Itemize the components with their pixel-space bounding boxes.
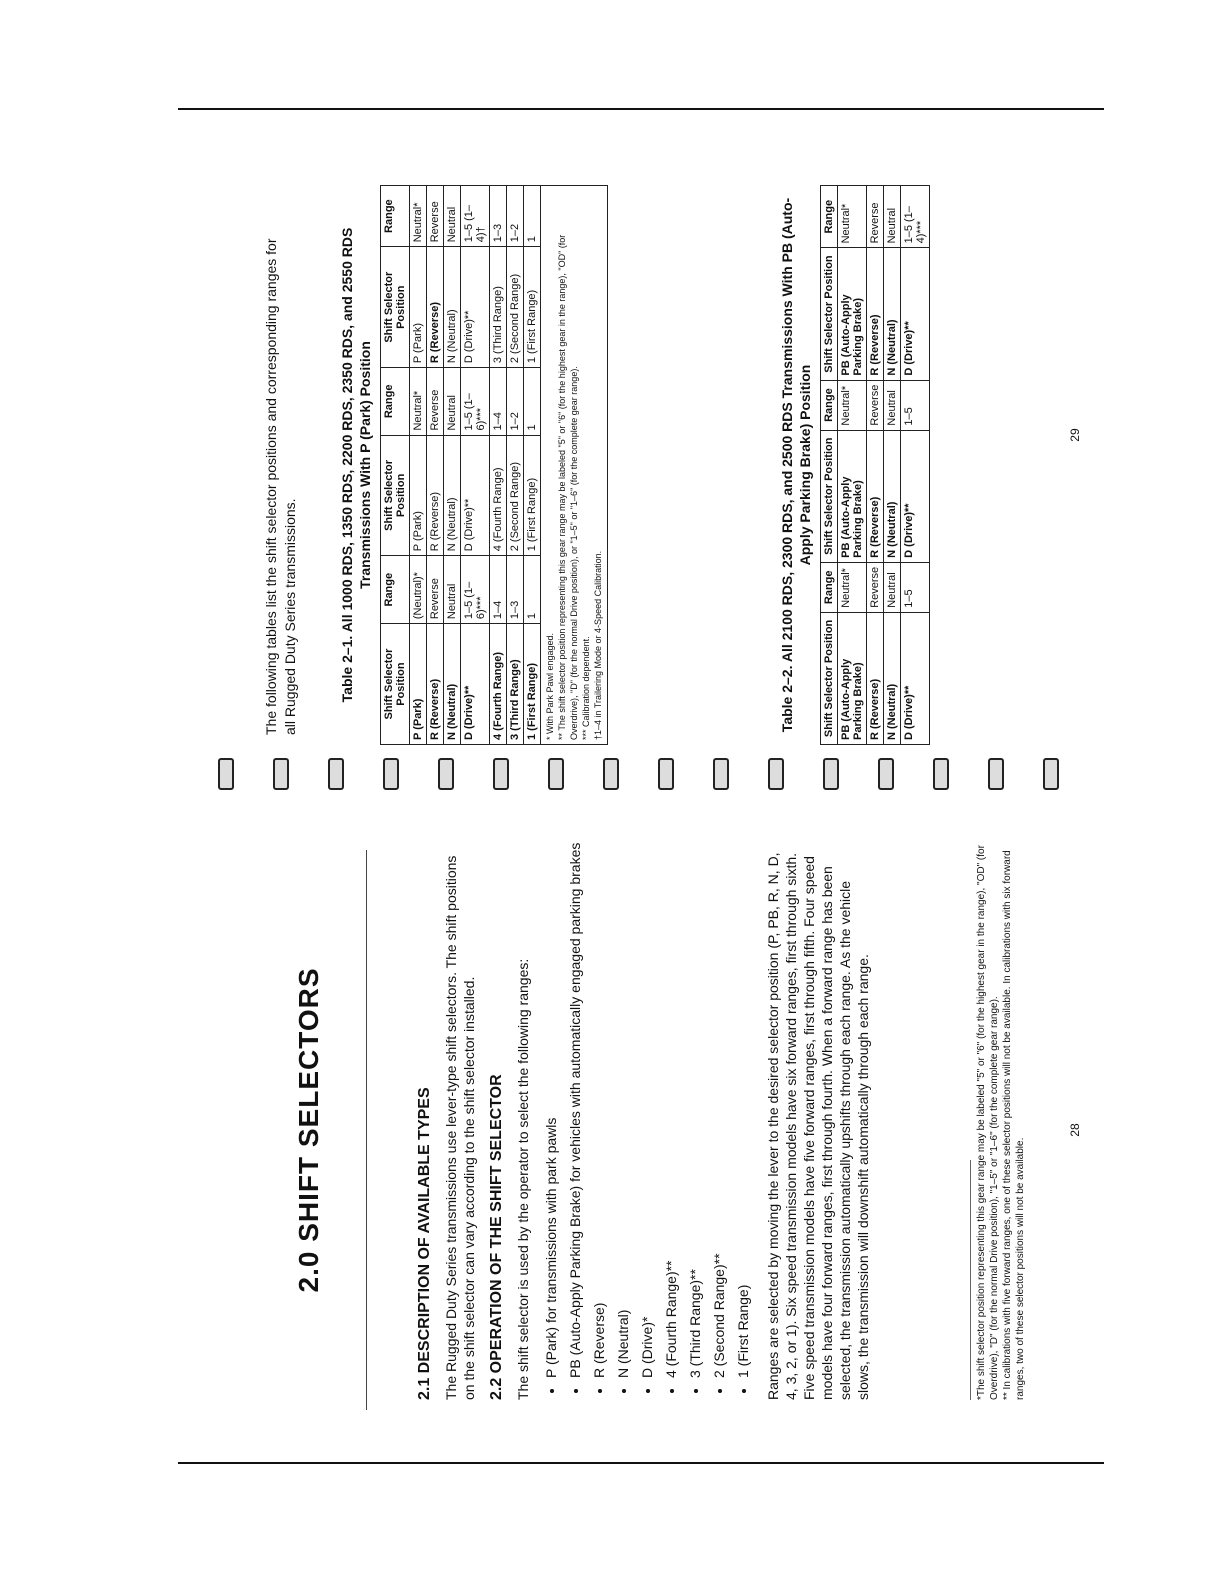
list-item: • R (Reverse) (590, 840, 608, 1378)
section-2-1-text: The Rugged Duty Series transmissions use lever-type shift selectors. The shift positions on the shift selector can vary according to the shift selector installed. (443, 855, 477, 1400)
table-cell: N (Neutral) (884, 612, 901, 744)
section-2-2-intro: The shift selector is used by the operator to select the following ranges: (515, 958, 531, 1400)
section-2-1-heading: 2.1 DESCRIPTION OF AVAILABLE TYPES (416, 1087, 433, 1400)
table-cell: 1–3 (490, 186, 507, 247)
table-cell: P (Park) (410, 435, 427, 556)
column-header: Shift Selector Position (821, 248, 838, 380)
table-cell: Reverse (427, 186, 444, 247)
binding-ring (218, 758, 234, 790)
binding-ring (1043, 758, 1059, 790)
list-item: • 4 (Fourth Range)** (662, 840, 680, 1378)
table-cell: 4 (Fourth Range) (490, 624, 507, 745)
table-cell: Neutral (884, 380, 901, 430)
table-cell: 4 (Fourth Range) (490, 435, 507, 556)
table-cell: N (Neutral) (444, 247, 461, 368)
list-item: • 1 (First Range) (734, 840, 752, 1378)
page-28-footnotes (970, 840, 1027, 1400)
table-cell: R (Reverse) (427, 247, 444, 368)
table-cell: Neutral (884, 562, 901, 612)
table-cell: 1–5 (901, 380, 930, 430)
table-cell: Neutral* (410, 368, 427, 435)
section-2-2-heading: 2.2 OPERATION OF THE SHIFT SELECTOR (488, 1074, 505, 1400)
table-cell: Neutral* (410, 186, 427, 247)
page-28 (178, 800, 1104, 1460)
table-cell: 1–5 (1–6)*** (461, 556, 490, 624)
table-row (867, 186, 884, 745)
table-cell: Reverse (867, 380, 884, 430)
table-cell: Reverse (427, 368, 444, 435)
page-28-content (406, 840, 882, 1400)
table-note: *** Calibration dependent. (581, 636, 591, 740)
table-cell: 1–5 (1–4)† (461, 186, 490, 247)
table-cell: 1 (524, 556, 541, 624)
table-cell: 1–5 (1–6)*** (461, 368, 490, 435)
column-header: Shift Selector Position (381, 435, 410, 556)
table-cell: 3 (Third Range) (507, 624, 524, 745)
table-cell: R (Reverse) (427, 624, 444, 745)
table-cell: Neutral (444, 368, 461, 435)
list-item: • P (Park) for transmissions with park pawls (542, 840, 560, 1378)
column-header: Shift Selector Position (821, 612, 838, 744)
footnote-1: *The shift selector position representing this gear range may be labeled "5" or "6" (for the highest gear in the range), "OD" (for Overdrive), "D" (for the normal Drive position), "1–5" or "1–6" (for the complete gear range). (976, 845, 1000, 1400)
binding-ring (713, 758, 729, 790)
table-cell: P (Park) (410, 247, 427, 368)
table-cell: Neutral (884, 186, 901, 248)
table-cell: R (Reverse) (867, 430, 884, 562)
binding-ring (988, 758, 1004, 790)
table-2-1 (380, 185, 541, 745)
table-row (838, 186, 867, 745)
table-cell: R (Reverse) (867, 248, 884, 380)
table-note: †1–4 in Trailering Mode or 4-Speed Calibration. (593, 550, 603, 740)
table-cell: Neutral* (838, 380, 867, 430)
column-header: Range (381, 368, 410, 435)
table-cell: P (Park) (410, 624, 427, 745)
column-header: Shift Selector Position (381, 247, 410, 368)
table-cell: 1–3 (507, 556, 524, 624)
table-2-1-notes (541, 185, 608, 745)
table-row (901, 186, 930, 745)
table-cell: 1 (524, 186, 541, 247)
list-item: • D (Drive)* (638, 840, 656, 1378)
binding-ring (383, 758, 399, 790)
table-cell: D (Drive)** (461, 624, 490, 745)
table-cell: R (Reverse) (427, 435, 444, 556)
table-cell: R (Reverse) (867, 612, 884, 744)
table-cell: 1 (524, 368, 541, 435)
table-note: * With Park Pawl engaged. (545, 632, 555, 740)
table-cell: 1–5 (1–4)*** (901, 186, 930, 248)
table-cell: N (Neutral) (444, 435, 461, 556)
binding-ring (658, 758, 674, 790)
ranges-paragraph: Ranges are selected by moving the lever to the desired selector position (P, PB, R, N, D, 4, 3, 2, or 1). Six speed transmission models have six forward ranges, first through sixth. Five speed transmission models have five forward ranges, first through fifth. Four speed models have four forward ranges, first through fourth. When a forward range has been selected, the transmission automatically upshifts through each range. As the vehicle slows, the transmission will downshift automatically through each range. (765, 852, 871, 1400)
binding-ring (823, 758, 839, 790)
table-2-2-block (778, 185, 930, 745)
table-cell: Reverse (427, 556, 444, 624)
table-row (427, 186, 444, 745)
table-header-row (381, 186, 410, 745)
range-list (542, 840, 752, 1400)
rotated-spread (178, 110, 1104, 1460)
page-title: 2.0 SHIFT SELECTORS (293, 967, 324, 1293)
table-cell: N (Neutral) (884, 430, 901, 562)
binding-ring (438, 758, 454, 790)
page-number-28: 28 (1068, 1123, 1082, 1137)
spiral-binding (178, 758, 1104, 798)
table-cell: D (Drive)** (461, 247, 490, 368)
table-cell: Neutral (444, 186, 461, 247)
table-cell: D (Drive)** (461, 435, 490, 556)
list-item: • N (Neutral) (614, 840, 632, 1378)
table-cell: 1–2 (507, 186, 524, 247)
table-cell: Neutral* (838, 562, 867, 612)
binding-ring (548, 758, 564, 790)
table-cell: (Neutral)* (410, 556, 427, 624)
table-header-row (821, 186, 838, 745)
page-number-29: 29 (1068, 428, 1082, 442)
table-cell: 2 (Second Range) (507, 435, 524, 556)
tables-intro: The following tables list the shift selector positions and corresponding ranges for all Rugged Duty Series transmissions. (263, 238, 298, 735)
table-cell: 1–4 (490, 368, 507, 435)
column-header: Range (381, 556, 410, 624)
list-item: • PB (Auto-Apply Parking Brake) for vehicles with automatically engaged parking brakes (566, 840, 584, 1378)
column-header: Range (821, 186, 838, 248)
binding-ring (768, 758, 784, 790)
table-cell: 2 (Second Range) (507, 247, 524, 368)
binding-ring (878, 758, 894, 790)
table-row (444, 186, 461, 745)
table-row (461, 186, 490, 745)
table-cell: N (Neutral) (884, 248, 901, 380)
table-cell: Reverse (867, 186, 884, 248)
binding-ring (603, 758, 619, 790)
binding-ring (328, 758, 344, 790)
table-row (524, 186, 541, 745)
table-2-2 (820, 185, 930, 745)
column-header: Shift Selector Position (821, 430, 838, 562)
column-header: Range (821, 380, 838, 430)
title-rule (366, 850, 367, 1410)
table-note: ** The shift selector position representing this gear range may be labeled "5" or "6" (for the highest gear in the range), "OD" (for Overdrive), "D" (for the normal Drive position), or "1–5" or "1–6" (for the complete gear range). (557, 234, 579, 740)
table-cell: 3 (Third Range) (490, 247, 507, 368)
list-item: • 3 (Third Range)** (686, 840, 704, 1378)
table-cell: 1–4 (490, 556, 507, 624)
table-cell: 1–5 (901, 562, 930, 612)
table-cell: Reverse (867, 562, 884, 612)
table-cell: Neutral (444, 556, 461, 624)
column-header: Range (821, 562, 838, 612)
column-header: Range (381, 186, 410, 247)
table-cell: 1–2 (507, 368, 524, 435)
table-cell: D (Drive)** (901, 612, 930, 744)
table-cell: PB (Auto-Apply Parking Brake) (838, 612, 867, 744)
table-2-1-block (338, 185, 608, 745)
table-2-1-caption: Table 2–1. All 1000 RDS, 1350 RDS, 2200 RDS, 2350 RDS, and 2550 RDS Transmissions With P (Park) Position (339, 227, 373, 703)
table-2-2-caption: Table 2–2. All 2100 RDS, 2300 RDS, and 2500 RDS Transmissions With PB (Auto-Apply Parking Brake) Position (779, 197, 813, 733)
table-row (410, 186, 427, 745)
table-row (490, 186, 507, 745)
table-row (507, 186, 524, 745)
table-row (884, 186, 901, 745)
table-cell: Neutral* (838, 186, 867, 248)
table-cell: PB (Auto-Apply Parking Brake) (838, 248, 867, 380)
footnote-rule (970, 1160, 971, 1400)
binding-ring (493, 758, 509, 790)
column-header: Shift Selector Position (381, 624, 410, 745)
footnote-2: ** In calibrations with five forward ranges, one of these selector positions will not be available. In calibrations with six forward ranges, two of these selector positions will not be available. (1002, 850, 1026, 1400)
table-cell: 1 (First Range) (524, 247, 541, 368)
binding-ring (273, 758, 289, 790)
list-item: • 2 (Second Range)** (710, 840, 728, 1378)
table-cell: PB (Auto-Apply Parking Brake) (838, 430, 867, 562)
table-cell: N (Neutral) (444, 624, 461, 745)
table-cell: D (Drive)** (901, 248, 930, 380)
binding-ring (933, 758, 949, 790)
table-cell: 1 (First Range) (524, 624, 541, 745)
page-29 (178, 115, 1104, 755)
bottom-rule (178, 1462, 1104, 1464)
table-cell: 1 (First Range) (524, 435, 541, 556)
table-cell: D (Drive)** (901, 430, 930, 562)
